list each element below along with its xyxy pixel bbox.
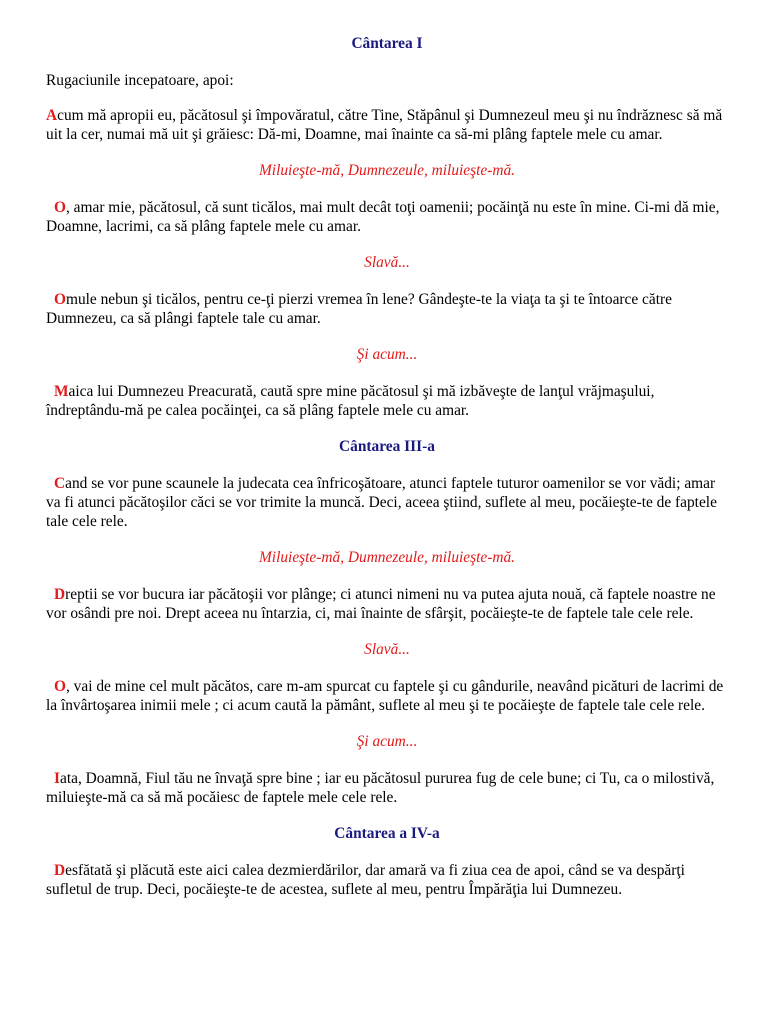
paragraph-text: mule nebun şi ticălos, pentru ce-ţi pierzi vremea în lene? Gândeşte-te la viaţa ta şi te întoarce către Dumnezeu, ca să plângi faptele tale cu amar. [46, 291, 672, 327]
refrain: Slavă... [364, 254, 410, 271]
drop-initial: O [54, 199, 66, 216]
drop-initial: C [54, 475, 66, 492]
paragraph-text: esfătată şi plăcută este aici calea dezmierdărilor, dar amară va fi ziua cea de apoi, când se va despărţi sufletul de trup. Deci, pocăieşte-te de acestea, suflete al meu, pentru Împărăţia lui Dumnezeu. [46, 862, 685, 898]
refrain: Şi acum... [356, 346, 418, 363]
prayer-paragraph [46, 861, 728, 899]
paragraph-text: , vai de mine cel mult păcătos, care m-am spurcat cu faptele şi cu gândurile, neavând picături de lacrimi de la învârtoşarea inimii mele ; ci acum caută la pământ, suflete al meu şi te pocăieşte de faptele tale cele rele. [46, 678, 724, 714]
paragraph-text: ata, Doamnă, Fiul tău ne învaţă spre bine ; iar eu păcătosul pururea fug de cele bune; ci Tu, ca o milostivă, miluieşte-mă ca să mă pocăiesc de faptele mele cele rele. [46, 770, 715, 806]
refrain: Slavă... [364, 641, 410, 658]
section-heading: Cântarea III-a [339, 438, 435, 455]
prayer-paragraph [46, 106, 728, 144]
paragraph-text: and se vor pune scaunele la judecata cea înfricoşătoare, atunci faptele tuturor oamenilor se vor vădi; amar va fi atunci păcătoşilor căci se vor trimite la muncă. Deci, aceea ştiind, suflete al meu, pocăieşte-te de faptele tale cele rele. [46, 475, 717, 530]
prayer-paragraph [46, 474, 728, 531]
refrain: Miluieşte-mă, Dumnezeule, miluieşte-mă. [258, 549, 516, 566]
prayer-paragraph [46, 769, 728, 807]
prayer-paragraph [46, 290, 728, 328]
section-heading: Cântarea a IV-a [334, 825, 440, 842]
prayer-paragraph [46, 677, 728, 715]
drop-initial: M [54, 383, 69, 400]
intro-text: Rugaciunile incepatoare, apoi: [46, 72, 234, 89]
drop-initial: A [46, 107, 58, 124]
refrain: Miluieşte-mă, Dumnezeule, miluieşte-mă. [258, 162, 516, 179]
drop-initial: O [54, 678, 66, 695]
prayer-paragraph [46, 198, 728, 236]
drop-initial: I [54, 770, 60, 787]
section-heading: Cântarea I [351, 35, 423, 52]
paragraph-text: cum mă apropii eu, păcătosul şi împovăratul, către Tine, Stăpânul şi Dumnezeul meu şi nu îndrăznesc să mă uit la cer, numai mă uit şi grăiesc: Dă-mi, Doamne, mai înainte ca să-mi plâng faptele mele cu amar. [46, 107, 723, 143]
paragraph-text: aica lui Dumnezeu Preacurată, caută spre mine păcătosul şi mă izbăveşte de lanţul vrăjmaşului, îndreptându-mă pe calea pocăinţei, ca să plâng faptele mele cu amar. [46, 383, 655, 419]
refrain: Şi acum... [356, 733, 418, 750]
prayer-paragraph [46, 382, 728, 420]
paragraph-text: , amar mie, păcătosul, că sunt ticălos, mai mult decât toţi oamenii; pocăinţă nu este în mine. Ci-mi dă mie, Doamne, lacrimi, ca să plâng faptele mele cu amar. [46, 199, 720, 235]
drop-initial: D [54, 586, 66, 603]
paragraph-text: reptii se vor bucura iar păcătoşii vor plânge; ci atunci nimeni nu va putea ajuta nouă, că faptele noastre ne vor osândi pre noi. Drept aceea nu întarzia, ci, mai înainte de sfârşit, pocăieşte-te de faptele tale cele rele. [46, 586, 716, 622]
drop-initial: D [54, 862, 66, 879]
prayer-paragraph [46, 585, 728, 623]
drop-initial: O [54, 291, 66, 308]
